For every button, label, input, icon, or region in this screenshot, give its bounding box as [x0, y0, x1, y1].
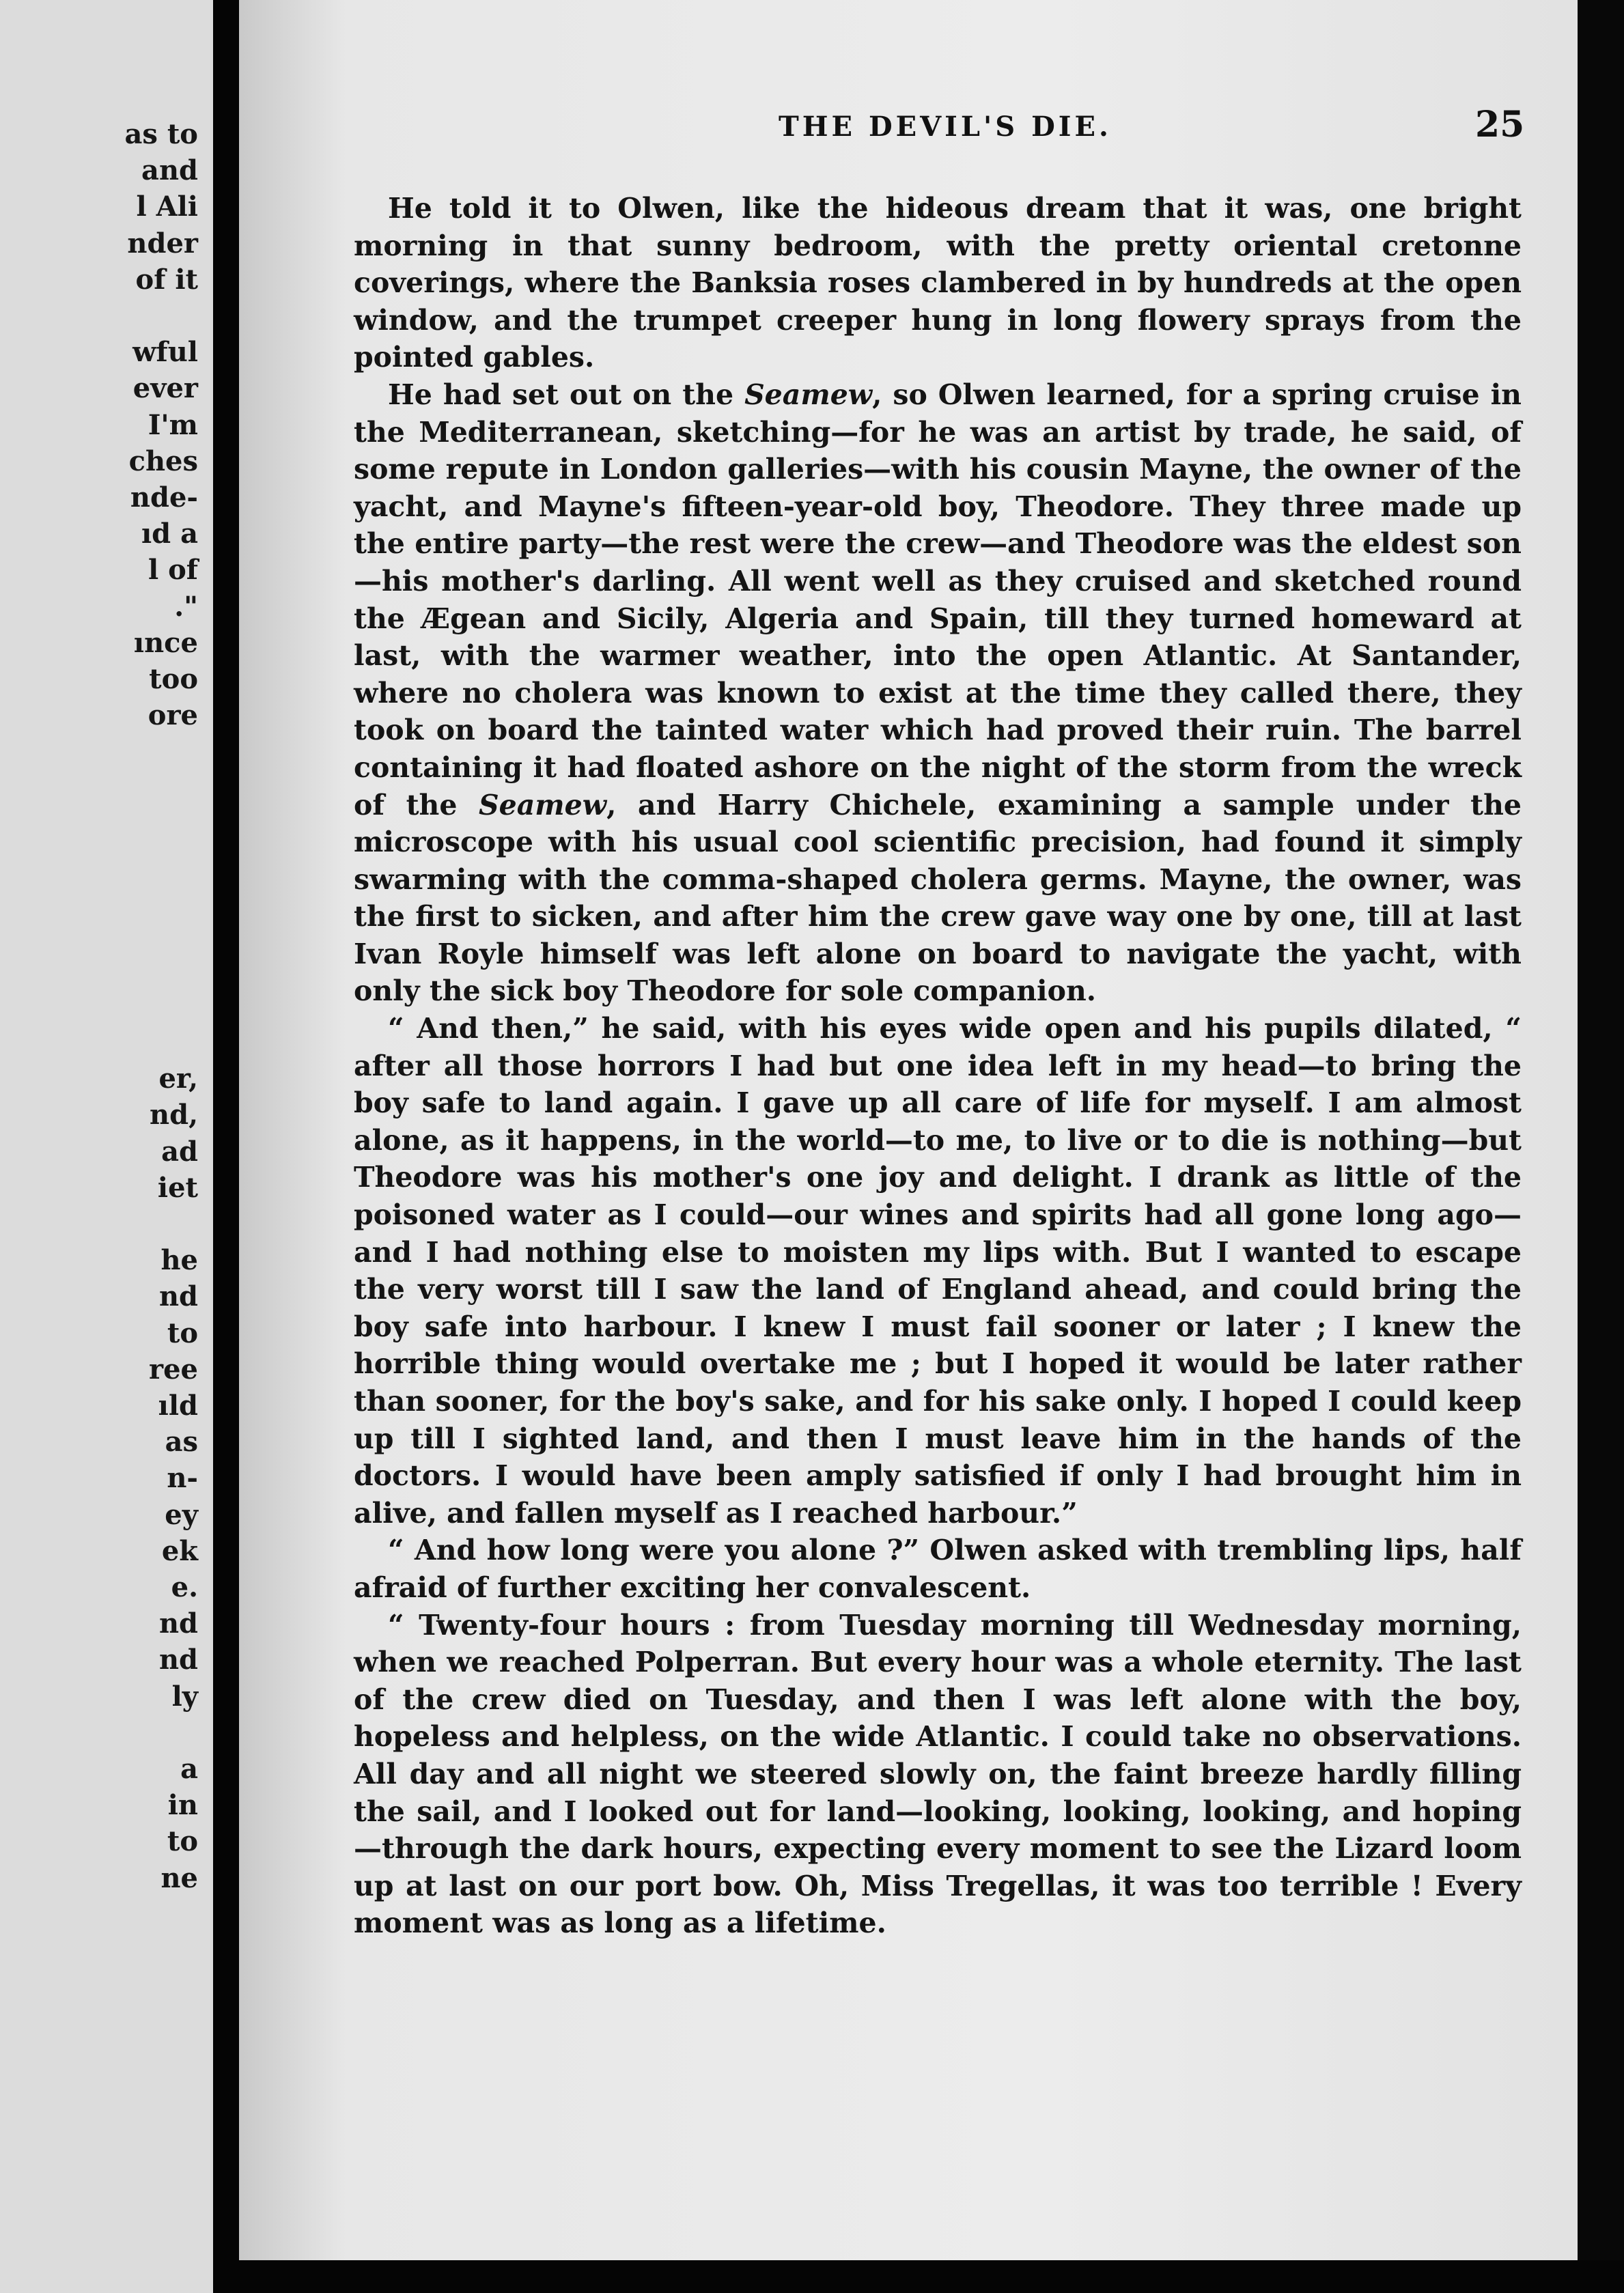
facing-page-line: nd — [158, 1644, 198, 1676]
facing-page-line: l of — [148, 554, 198, 587]
paragraph — [354, 1607, 1522, 1942]
paragraph — [354, 190, 1522, 376]
facing-page-line: nd — [158, 1607, 198, 1640]
facing-page-line: ıld — [158, 1389, 198, 1422]
facing-page-line: ever — [132, 372, 198, 405]
facing-page-line — [0, 915, 213, 951]
facing-page-line: ree — [149, 1353, 198, 1385]
facing-page-line: of it — [135, 263, 198, 296]
italic-ship-name: Seamew — [744, 378, 873, 411]
facing-page-line: ek — [161, 1534, 198, 1567]
facing-page-line: nd — [158, 1280, 198, 1313]
facing-page-line — [0, 879, 213, 915]
facing-page-line: nder — [127, 227, 198, 259]
facing-page-line: ore — [148, 699, 198, 732]
facing-page-line — [0, 988, 213, 1024]
facing-page-line: a — [180, 1752, 198, 1785]
facing-page-line: in — [167, 1789, 198, 1822]
running-head: THE DEVIL'S DIE. — [779, 111, 1112, 143]
facing-page-line: e. — [171, 1571, 198, 1603]
text-run: “ And then,” he said, with his eyes wide open and his pupils dilated, “ after all those horrors I had but one idea left in my head—to bring the boy safe to land again. I gave up all care of life for myself. I am almost alone, as it happens, in the world—to me, to live or to die is nothing—but Theodore was his mother's one joy and delight. I drank as little of the poisoned water as I could—our wines and spirits had all gone long ago—and I had nothing else to moisten my lips with. But I wanted to escape the very worst till I saw the land of England ahead, and could bring the boy safe into harbour. I knew I must fail sooner or later ; I knew the horrible thing would overtake me ; but I hoped it would be later rather than sooner, for the boy's sake, and for his sake only. I hoped I could keep up till I sighted land, and then I must leave him in the hands of the doctors. I would have been amply satisfied if only I had brought him in alive, and fallen myself as I reached harbour.” — [354, 1012, 1522, 1530]
text-run: “ Twenty-four hours : from Tuesday morning till Wednesday morning, when we reached Polperran. But every hour was a whole eternity. The last of the crew died on Tuesday, and then I was left alone with the boy, hopeless and helpless, on the wide Atlantic. I could take no observations. All day and all night we steered slowly on, the faint breeze hardly filling the sail, and I looked out for land—looking, looking, looking, and hoping—through the dark hours, expecting every moment to see the Lizard loom up at last on our port bow. Oh, Miss Tregellas, it was too terrible ! Every moment was as long as a lifetime. — [354, 1608, 1522, 1940]
facing-page-line — [0, 843, 213, 879]
facing-page-line: nde- — [130, 481, 198, 514]
facing-page-line: l Ali — [136, 191, 198, 223]
facing-page-line: er, — [158, 1063, 198, 1095]
facing-page-line: nd, — [150, 1099, 198, 1131]
facing-page-line: ne — [160, 1861, 198, 1894]
body-text — [354, 190, 1522, 1942]
facing-page-line: and — [141, 154, 198, 187]
facing-page-line — [0, 1024, 213, 1060]
facing-page-line: ly — [171, 1680, 198, 1713]
paragraph — [354, 376, 1522, 1010]
facing-page-line: ." — [174, 590, 198, 623]
book-gutter — [213, 0, 239, 2293]
facing-page-line: ıd a — [141, 518, 198, 550]
text-run: , so Olwen learned, for a spring cruise in the Mediterranean, sketching—for he was an artist by trade, he said, of some repute in London galleries—with his cousin Mayne, the owner of the yacht, and Mayne's fifteen-year-old boy, Theodore. They three made up the entire party—the rest were the crew—and Theodore was the eldest son—his mother's darling. All went well as they cruised and sketched round the Ægean and Sicily, Algeria and Spain, till they turned homeward at last, with the warmer weather, into the open Atlantic. At Santander, where no cholera was known to exist at the time they called there, they took on board the tainted water which had proved their ruin. The barrel containing it had floated ashore on the night of the storm from the wreck of the — [354, 378, 1522, 821]
facing-page-line — [0, 806, 213, 843]
facing-page-line: wful — [132, 336, 198, 369]
facing-page-line: ad — [161, 1135, 198, 1168]
paragraph — [354, 1532, 1522, 1606]
facing-page-text-fragments — [0, 116, 213, 1896]
text-run: “ And how long were you alone ?” Olwen asked with trembling lips, half afraid of further exciting her convalescent. — [354, 1534, 1522, 1604]
text-run: He told it to Olwen, like the hideous dream that it was, one bright morning in that sunny bedroom, with the pretty oriental cretonne coverings, where the Banksia roses clambered in by hundreds at the open window, and the trumpet creeper hung in long flowery sprays from the pointed gables. — [354, 192, 1522, 374]
facing-page-line: iet — [157, 1171, 198, 1204]
facing-page-line: as — [165, 1426, 198, 1459]
text-run: , and Harry Chichele, examining a sample under the microscope with his usual cool scientific precision, had found it simply swarming with the comma-shaped cholera germs. Mayne, the owner, was the first to sicken, and after him the crew gave way one by one, till at last Ivan Royle himself was left alone on board to navigate the yacht, with only the sick boy Theodore for sole companion. — [354, 788, 1522, 1008]
facing-page-line — [0, 298, 213, 334]
facing-page-line: ches — [128, 445, 198, 477]
facing-page-line: ey — [165, 1498, 198, 1531]
facing-page-line: he — [160, 1244, 198, 1277]
italic-ship-name: Seamew — [479, 788, 607, 821]
scan-bottom-shadow — [213, 2260, 1624, 2293]
facing-page-line — [0, 770, 213, 806]
facing-page-line — [0, 1206, 213, 1242]
facing-page-edge — [0, 0, 213, 2293]
facing-page-line: I'm — [148, 408, 198, 441]
facing-page-line: too — [149, 663, 198, 696]
facing-page-line: to — [167, 1825, 198, 1858]
facing-page-line — [0, 733, 213, 770]
facing-page-line — [0, 952, 213, 988]
text-run: He had set out on the — [388, 378, 745, 411]
facing-page-line — [0, 1715, 213, 1751]
scan-edge-shadow — [1578, 0, 1624, 2293]
facing-page-line: n- — [167, 1462, 198, 1495]
page-number: 25 — [1475, 104, 1525, 145]
facing-page-line: ınce — [133, 626, 198, 659]
facing-page-line: to — [167, 1317, 198, 1349]
facing-page-line: as to — [124, 118, 198, 150]
paragraph — [354, 1010, 1522, 1532]
